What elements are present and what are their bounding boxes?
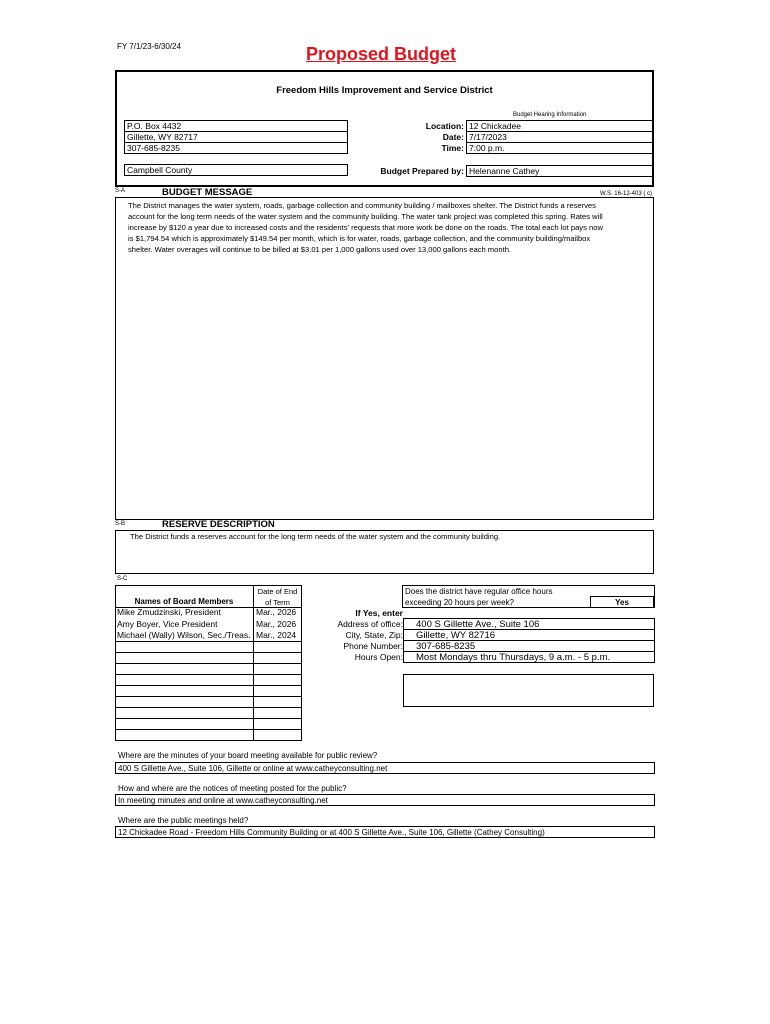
budget-message-heading: BUDGET MESSAGE — [162, 187, 253, 198]
minutes-answer: 400 S Gillette Ave., Suite 106, Gillette or online at www.catheyconsulting.net — [115, 762, 655, 774]
prepared-by: Helenanne Cathey — [466, 165, 653, 177]
notices-question: How and where are the notices of meeting posted for the public? — [118, 784, 347, 793]
budget-message-line: increase by $120 a year due to increased costs and the residents' requests that more work be done on the roads. The total each lot pays now — [128, 223, 603, 232]
county: Campbell County — [124, 164, 348, 176]
board-row-rule — [115, 718, 302, 719]
statute-reference: W.S. 16-12-403 ( c) — [599, 191, 652, 197]
time-label: Time: — [441, 143, 464, 153]
hearing-location: 12 Chickadee — [466, 120, 653, 132]
section-code-sa: S-A — [115, 188, 126, 194]
budget-message-line: The District manages the water system, roads, garbage collection and community building / mailboxes shelter. The District funds a reserves — [128, 201, 596, 210]
if-yes-label: If Yes, enter — [355, 608, 403, 618]
office-question-line: Does the district have regular office hours — [405, 587, 553, 596]
names-header: Names of Board Members — [134, 597, 234, 606]
section-code-sb: S-B — [115, 521, 126, 527]
budget-message-text — [128, 200, 603, 255]
office-hours: Most Mondays thru Thursdays, 9 a.m. - 5 p.m. — [403, 651, 655, 663]
board-row-rule — [115, 663, 302, 664]
board-member-term: Mar., 2024 — [256, 630, 297, 640]
office-address-label: Address of office: — [337, 619, 403, 629]
board-member-name: Michael (Wally) Wilson, Sec./Treas. — [117, 630, 251, 640]
board-row-rule — [115, 674, 302, 675]
reserve-heading: RESERVE DESCRIPTION — [162, 519, 275, 530]
district-name: Freedom Hills Improvement and Service District — [276, 85, 493, 96]
budget-message-line: is $1,794.54 which is approximately $149.54 per month, which is for water, roads, garbage collection, and the community building/mailbox — [128, 234, 591, 243]
board-member-term: Mar., 2026 — [256, 607, 297, 617]
date-label: Date: — [442, 132, 464, 142]
board-names — [117, 607, 251, 642]
reserve-text: The District funds a reserves account for the long term needs of the water system and the community building. — [130, 532, 501, 541]
office-question-line: exceeding 20 hours per week? — [405, 598, 514, 607]
board-row-rule — [115, 641, 302, 642]
board-row-rule — [115, 707, 302, 708]
board-member-name: Amy Boyer, Vice President — [117, 618, 218, 629]
location-label: Location: — [425, 121, 464, 131]
page-title: Proposed Budget — [306, 44, 457, 64]
section-code-sc: S-C — [117, 576, 128, 582]
notices-answer: In meeting minutes and online at www.catheyconsulting.net — [115, 794, 655, 806]
budget-message-line: shelter. Water overages will continue to be billed at $3.01 per 1,000 gallons used over 13,000 gallons each month. — [128, 245, 512, 254]
board-terms — [256, 607, 296, 642]
prepared-by-label: Budget Prepared by: — [380, 166, 464, 176]
office-phone-label: Phone Number: — [343, 641, 403, 651]
city-state-zip: Gillette, WY 82717 — [124, 131, 348, 143]
district-phone: 307-685-8235 — [124, 142, 348, 154]
board-member-term: Mar., 2026 — [256, 618, 297, 629]
office-hours-label: Hours Open: — [354, 652, 403, 662]
office-notes-box — [403, 674, 654, 707]
board-row-rule — [115, 696, 302, 697]
term-header-1: Date of End — [257, 587, 298, 596]
hearing-date: 7/17/2023 — [466, 131, 653, 143]
board-row-rule — [115, 652, 302, 653]
office-phone: 307-685-8235 — [403, 640, 655, 652]
office-city: Gillette, WY 82716 — [403, 629, 655, 641]
meetings-question: Where are the public meetings held? — [118, 816, 249, 825]
hearing-heading: Budget Hearing Information — [513, 112, 587, 118]
po-box: P.O. Box 4432 — [124, 120, 348, 132]
office-city-label: City, State, Zip: — [345, 630, 403, 640]
fiscal-year: FY 7/1/23-6/30/24 — [117, 42, 181, 51]
office-address: 400 S Gillette Ave., Suite 106 — [403, 618, 655, 630]
board-member-name: Mike Zmudzinski, President — [117, 607, 221, 617]
board-row-rule — [115, 685, 302, 686]
meetings-answer: 12 Chickadee Road - Freedom Hills Community Building or at 400 S Gillette Ave., Suite 106, Gillette (Cathey Consulting) — [115, 826, 655, 838]
hearing-time: 7:00 p.m. — [466, 142, 653, 154]
office-hours-answer: Yes — [590, 596, 654, 608]
term-header-2: of Term — [265, 598, 290, 607]
office-hours-question — [405, 586, 552, 608]
minutes-question: Where are the minutes of your board meeting available for public review? — [118, 751, 378, 760]
budget-message-line: account for the long term needs of the water system and the community building. The water tank project was completed this spring. Rates will — [128, 212, 603, 221]
board-row-rule — [115, 729, 302, 730]
